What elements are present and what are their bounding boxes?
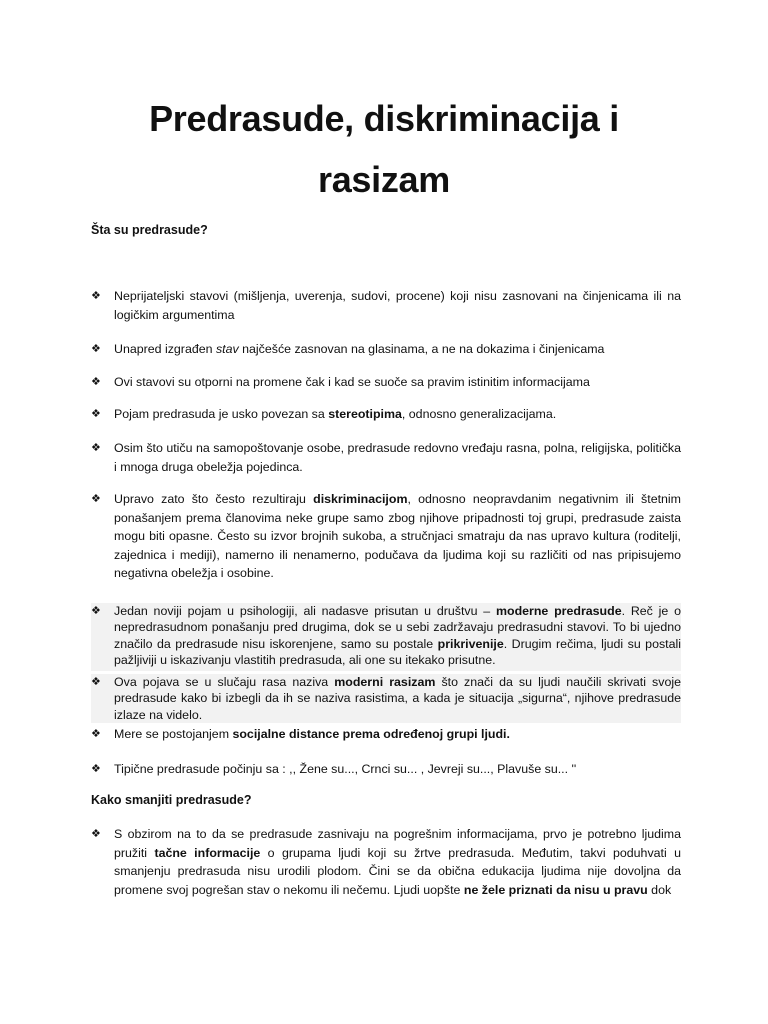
list-item-text: Upravo zato što često rezultiraju diskriminacijom, odnosno neopravdanim negativnim ili štetnim ponašanjem prema članovima neke grupe samo zbog njihove pripadnosti toj grupi, predrasude zaista mogu biti opasne. Često su izvor brojnih sukoba, a stručnjaci smatraju da nas upravo kultura (roditelji, zajednica i mediji), namerno ili nenamerno, podučava da ljudima koji su različiti od nas pripisujemo negativna obeležja i osobine.	[114, 492, 681, 580]
list-item	[91, 340, 681, 359]
list-item	[91, 287, 681, 324]
list-item	[91, 760, 681, 779]
list-item	[91, 373, 681, 392]
list-item	[91, 726, 681, 742]
bold-term: moderne predrasude	[495, 604, 622, 618]
bold-term: socijalne distance prema određenoj grupi ljudi.	[232, 727, 510, 741]
diamond-bullet-icon: ❖	[91, 290, 101, 302]
list-item-text: Jedan noviji pojam u psihologiji, ali nadasve prisutan u društvu – moderne predrasude. Reč je o nepredrasudnom ponašanju pred drugima, dok se u sebi zadržavaju predrasudni stavovi. To bi ujedno značilo da predrasude nisu iskorenjene, samo su postale prikrivenije. Drugim rečima, ljudi su postali pažljiviji u iskazivanju vlastitih predrasuda, ali one su itekako prisutne.	[114, 604, 681, 668]
bold-term: stereotipima	[328, 407, 402, 421]
diamond-bullet-icon: ❖	[91, 763, 101, 775]
diamond-bullet-icon: ❖	[91, 493, 101, 505]
list-item-text: Unapred izgrađen stav najčešće zasnovan na glasinama, a ne na dokazima i činjenicama	[114, 342, 605, 356]
list-item-text: Osim što utiču na samopoštovanje osobe, predrasude redovno vređaju rasna, polna, religijska, politička i mnoga druga obeležja pojedinca.	[114, 441, 681, 474]
list-item	[91, 405, 681, 424]
list-item-text: S obzirom na to da se predrasude zasnivaju na pogrešnim informacijama, prvo je potrebno ljudima pružiti tačne informacije o grupama ljudi koji su žrtve predrasuda. Međutim, takvi poduhvati u smanjenju predrasuda nisu urodili plodom. Čini se da obična edukacija ljudima nije dovoljna da promene svoj pogrešan stav o nekomu ili nečemu. Ljudi uopšte ne žele priznati da nisu u pravu dok	[114, 827, 682, 897]
list-item-text: Neprijateljski stavovi (mišljenja, uverenja, sudovi, procene) koji nisu zasnovani na činjenicama ili na logičkim argumentima	[114, 289, 681, 322]
list-item	[91, 825, 681, 899]
section-heading-what-are-prejudices: Šta su predrasude?	[91, 223, 208, 237]
diamond-bullet-icon: ❖	[91, 728, 101, 740]
diamond-bullet-icon: ❖	[91, 828, 101, 840]
bold-term: moderni rasizam	[334, 675, 436, 689]
bold-term: diskriminacijom	[313, 492, 408, 506]
list-item-text: Tipične predrasude počinju sa : ,, Žene su..., Crnci su... , Jevreji su..., Plavuše su... ''	[114, 762, 577, 776]
diamond-bullet-icon: ❖	[91, 376, 101, 388]
list-item-text: Ovi stavovi su otporni na promene čak i kad se suoče sa pravim istinitim informacijama	[114, 375, 590, 389]
bold-term: ne žele priznati da nisu u pravu	[463, 882, 648, 897]
list-item-text: Pojam predrasuda je usko povezan sa stereotipima, odnosno generalizacijama.	[114, 407, 557, 421]
list-item-text: Ova pojava se u slučaju rasa naziva moderni rasizam što znači da su ljudi naučili skrivati svoje predrasude kako bi izbegli da ih se naziva rasistima, a kada je situacija „sigurna“, njihove predrasude izlaze na videlo.	[114, 675, 681, 722]
section-heading-how-to-reduce: Kako smanjiti predrasude?	[91, 793, 252, 807]
document-title-line-2: rasizam	[318, 159, 450, 200]
diamond-bullet-icon: ❖	[91, 408, 101, 420]
diamond-bullet-icon: ❖	[91, 442, 101, 454]
list-item	[91, 439, 681, 476]
bold-term: tačne informacije	[154, 845, 261, 860]
list-item	[91, 674, 681, 723]
bold-term: prikrivenije	[437, 636, 504, 651]
list-item-text: Mere se postojanjem socijalne distance prema određenoj grupi ljudi.	[114, 727, 510, 741]
diamond-bullet-icon: ❖	[91, 343, 101, 355]
diamond-bullet-icon: ❖	[91, 676, 101, 688]
list-item	[91, 603, 681, 671]
emphasis-text: stav	[215, 342, 239, 356]
document-title-line-1: Predrasude, diskriminacija i	[149, 98, 619, 139]
list-item	[91, 490, 681, 583]
diamond-bullet-icon: ❖	[91, 605, 101, 617]
